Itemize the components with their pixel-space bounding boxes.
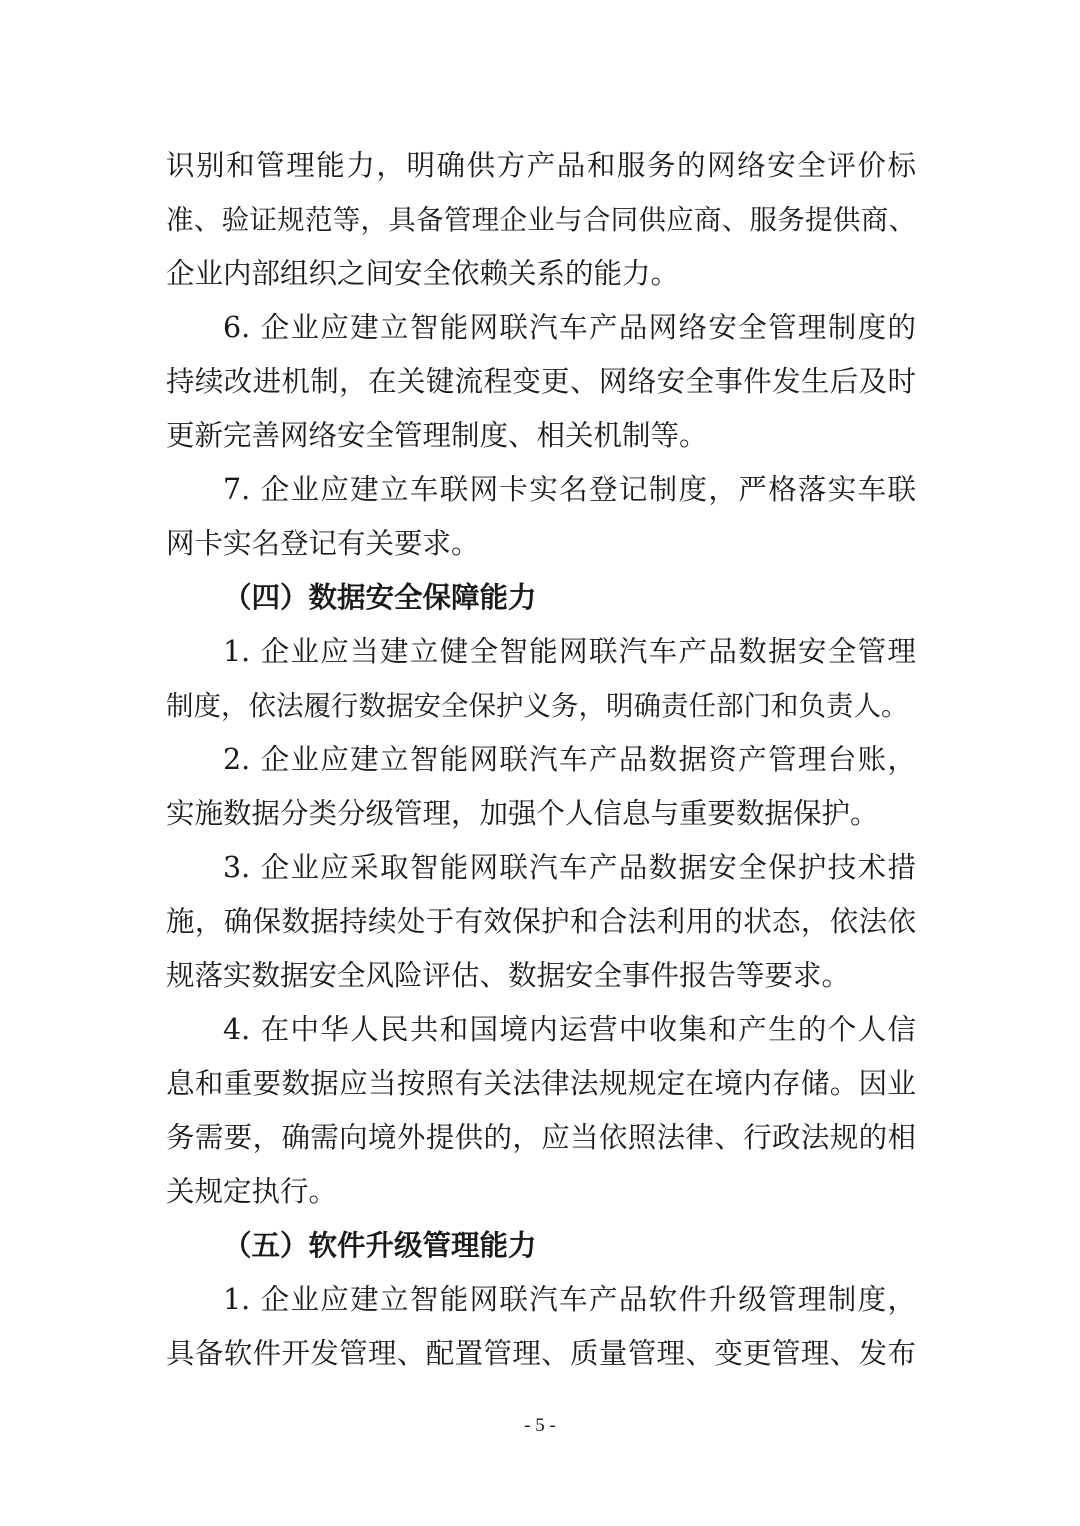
text-line: 息和重要数据应当按照有关法律法规规定在境内存储。因业 bbox=[166, 1067, 916, 1100]
text-line: 6. 企业应建立智能网联汽车产品网络安全管理制度的 bbox=[223, 311, 916, 344]
text-line: 识别和管理能力，明确供方产品和服务的网络安全评价标 bbox=[166, 149, 916, 182]
text-line: 3. 企业应采取智能网联汽车产品数据安全保护技术措 bbox=[223, 851, 916, 884]
text-line: 2. 企业应建立智能网联汽车产品数据资产管理台账， bbox=[223, 743, 916, 776]
text-line: 1. 企业应建立智能网联汽车产品软件升级管理制度， bbox=[223, 1283, 916, 1316]
text-line: 实施数据分类分级管理，加强个人信息与重要数据保护。 bbox=[166, 797, 879, 830]
text-line: 关规定执行。 bbox=[166, 1175, 338, 1208]
text-line: 4. 在中华人民共和国境内运营中收集和产生的个人信 bbox=[223, 1013, 916, 1046]
page-number: - 5 - bbox=[524, 1415, 556, 1436]
text-line: 企业内部组织之间安全依赖关系的能力。 bbox=[166, 257, 680, 290]
section-heading: （四）数据安全保障能力 bbox=[223, 581, 537, 614]
text-line: 施，确保数据持续处于有效保护和合法利用的状态，依法依 bbox=[166, 905, 916, 938]
text-line: 1. 企业应当建立健全智能网联汽车产品数据安全管理 bbox=[223, 635, 916, 668]
text-line: 持续改进机制，在关键流程变更、网络安全事件发生后及时 bbox=[166, 365, 916, 398]
section-heading: （五）软件升级管理能力 bbox=[223, 1229, 537, 1262]
text-line: 制度，依法履行数据安全保护义务，明确责任部门和负责人。 bbox=[166, 690, 909, 722]
text-line: 务需要，确需向境外提供的，应当依照法律、行政法规的相 bbox=[166, 1121, 916, 1154]
text-line: 准、验证规范等，具备管理企业与合同供应商、服务提供商、 bbox=[166, 204, 916, 236]
text-line: 规落实数据安全风险评估、数据安全事件报告等要求。 bbox=[166, 959, 851, 992]
text-line: 网卡实名登记有关要求。 bbox=[166, 527, 480, 560]
text-line: 7. 企业应建立车联网卡实名登记制度，严格落实车联 bbox=[223, 473, 916, 506]
text-line: 具备软件开发管理、配置管理、质量管理、变更管理、发布 bbox=[166, 1337, 916, 1370]
text-line: 更新完善网络安全管理制度、相关机制等。 bbox=[166, 419, 708, 452]
